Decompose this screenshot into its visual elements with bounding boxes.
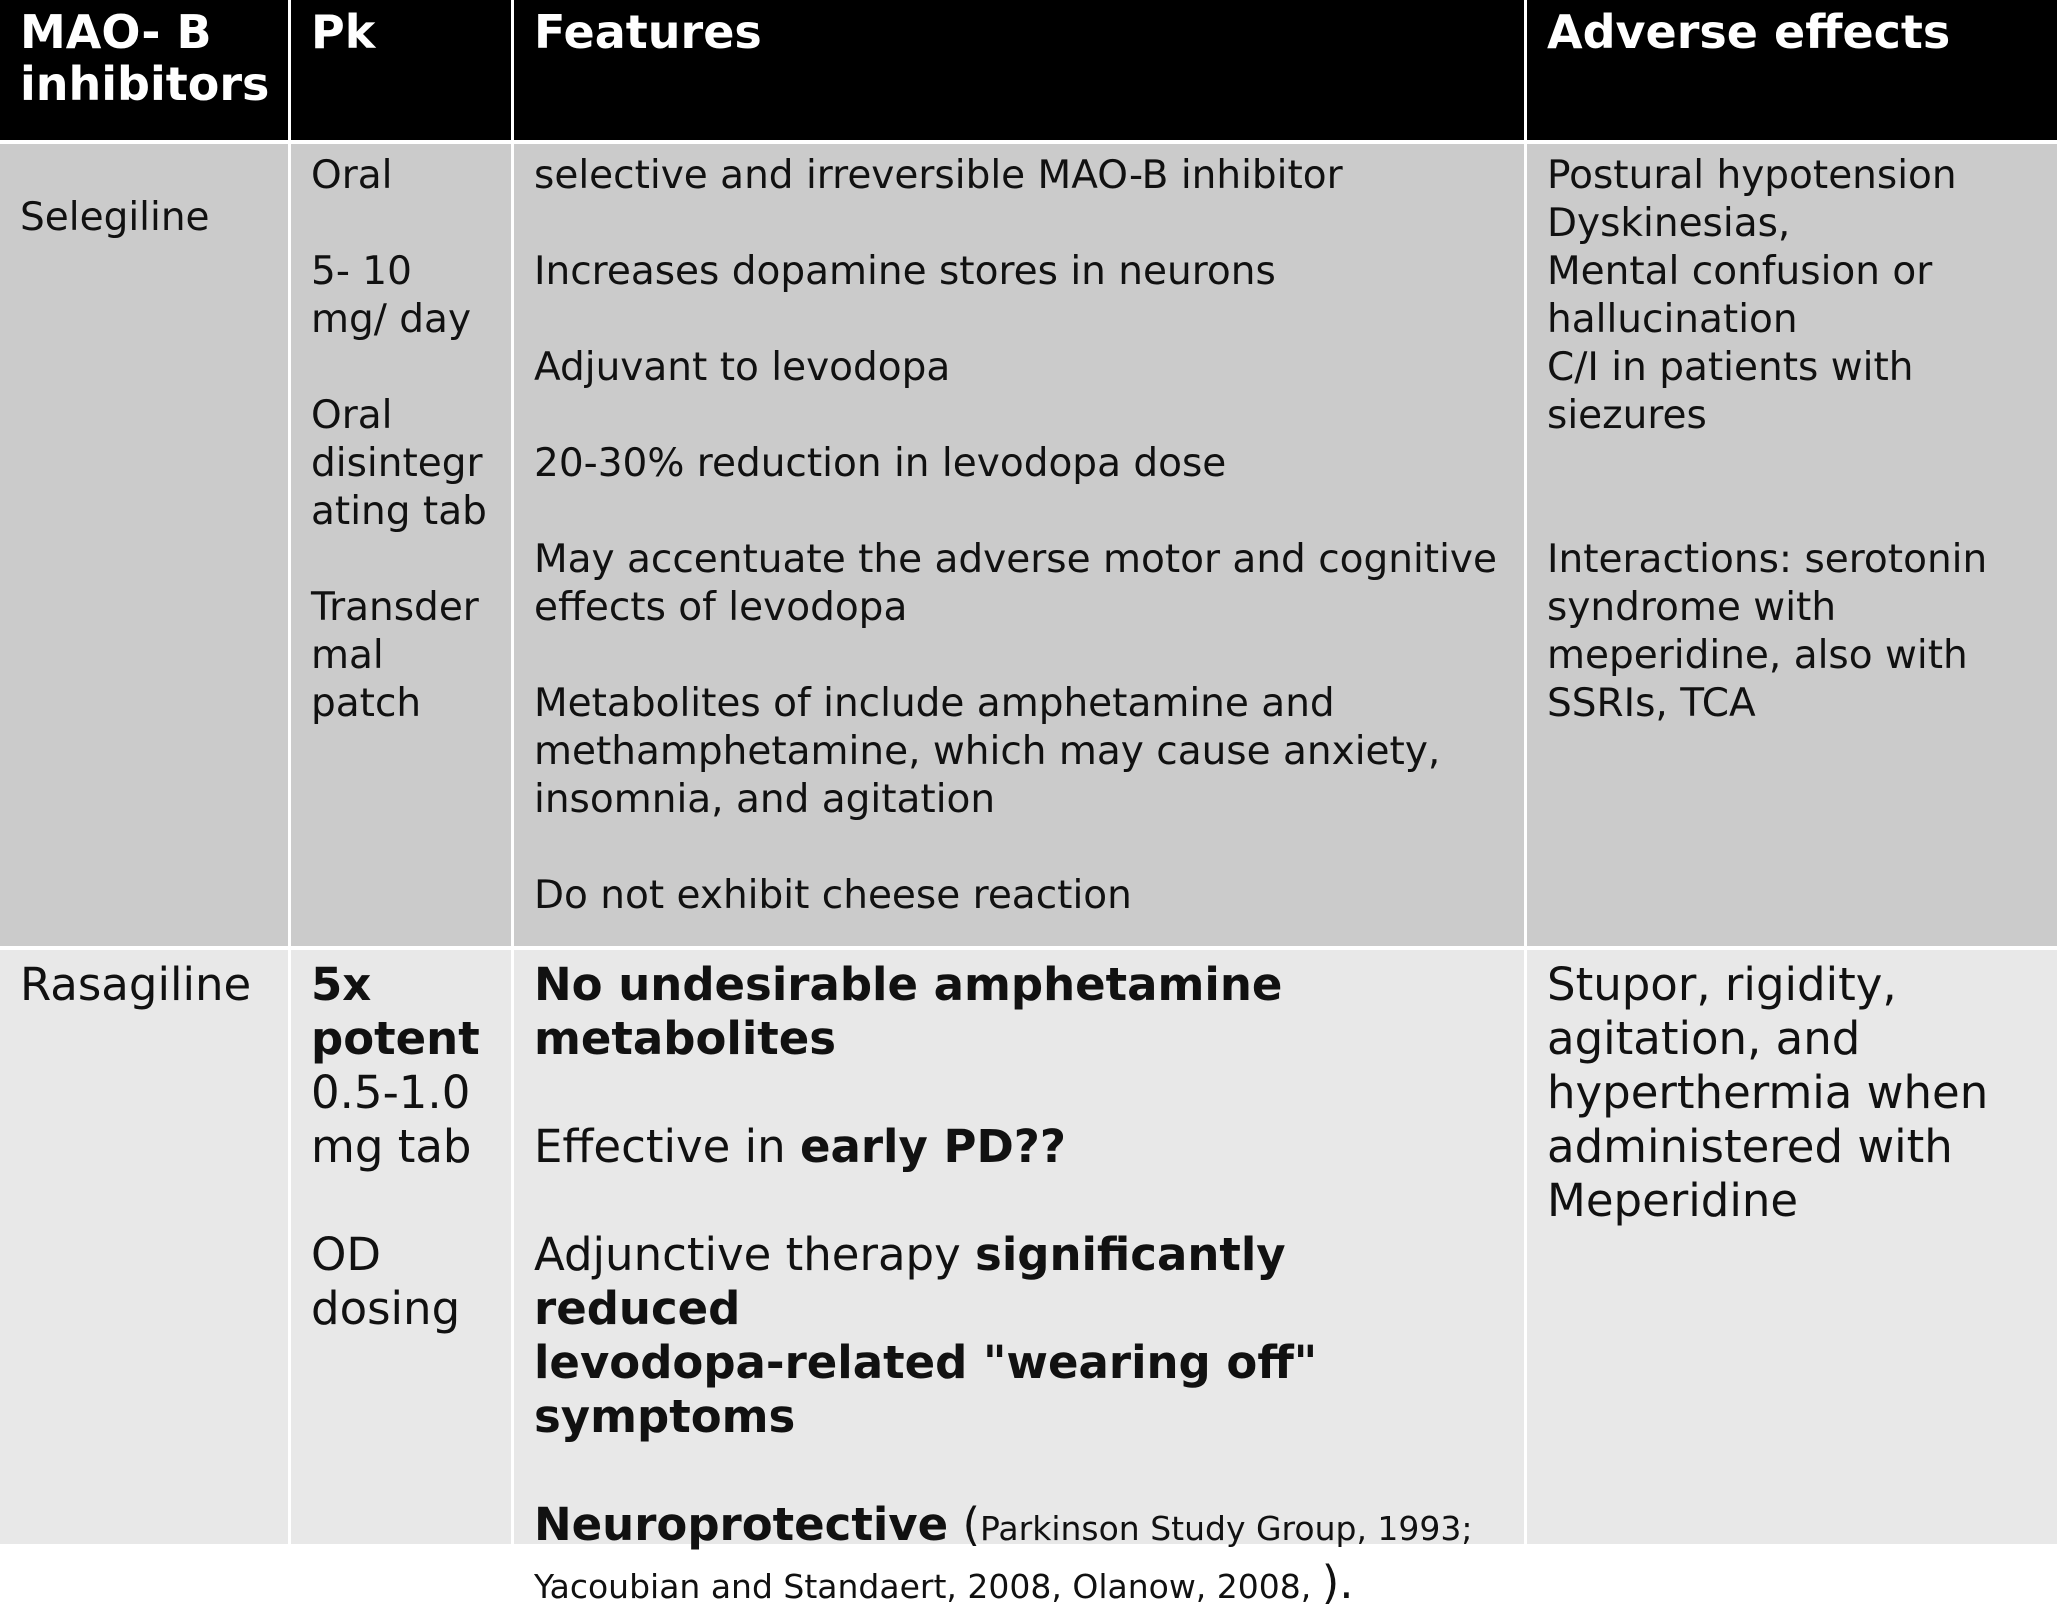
rasagiline-feature-early-pd: Effective in early PD?? (534, 1120, 1067, 1173)
header-features: Features (514, 0, 1524, 140)
rasagiline-pk-potency: 5x potent (311, 958, 480, 1065)
rasagiline-pk (291, 950, 511, 1544)
rasagiline-name: Rasagiline (0, 950, 288, 1544)
header-pk: Pk (291, 0, 511, 140)
rasagiline-adverse-effects: Stupor, rigidity, agitation, and hyperthermia when administered with Meperidine (1527, 950, 2057, 1544)
rasagiline-pk-dosing: 0.5-1.0 mg tab OD dosing (311, 1066, 472, 1335)
rasagiline-feature-adjunctive: Adjunctive therapy significantly reduced (534, 1228, 1286, 1335)
selegiline-pk: Oral 5- 10 mg/ day Oral disintegr ating tab Transder mal patch (291, 144, 511, 946)
selegiline-adverse-effects: Postural hypotension Dyskinesias, Mental confusion or hallucination C/I in patients with siezures Interactions: serotonin syndrome with meperidine, also with SSRIs, TCA (1527, 144, 2057, 946)
rasagiline-feature-references: Yacoubian and Standaert, 2008, Olanow, 2008, ). (534, 1556, 1354, 1609)
rasagiline-features (514, 950, 1524, 1609)
rasagiline-feature-metabolites: No undesirable amphetamine metabolites (534, 958, 1283, 1065)
rasagiline-feature-wearing-off: levodopa-related "wearing off" symptoms (534, 1336, 1318, 1443)
header-drug-class: MAO- B inhibitors (0, 0, 288, 140)
selegiline-name: Selegiline (0, 144, 288, 946)
selegiline-features: selective and irreversible MAO-B inhibitor Increases dopamine stores in neurons Adjuvant to levodopa 20-30% reduction in levodopa dose May accentuate the adverse motor and cognitive effects of levodopa Metabolites of include amphetamine and methamphetamine, which may cause anxiety, insomnia, and agitation Do not exhibit cheese reaction (514, 144, 1524, 946)
rasagiline-feature-neuroprotective: Neuroprotective (Parkinson Study Group, 1993; (534, 1498, 1473, 1551)
header-adverse-effects: Adverse effects (1527, 0, 2057, 140)
